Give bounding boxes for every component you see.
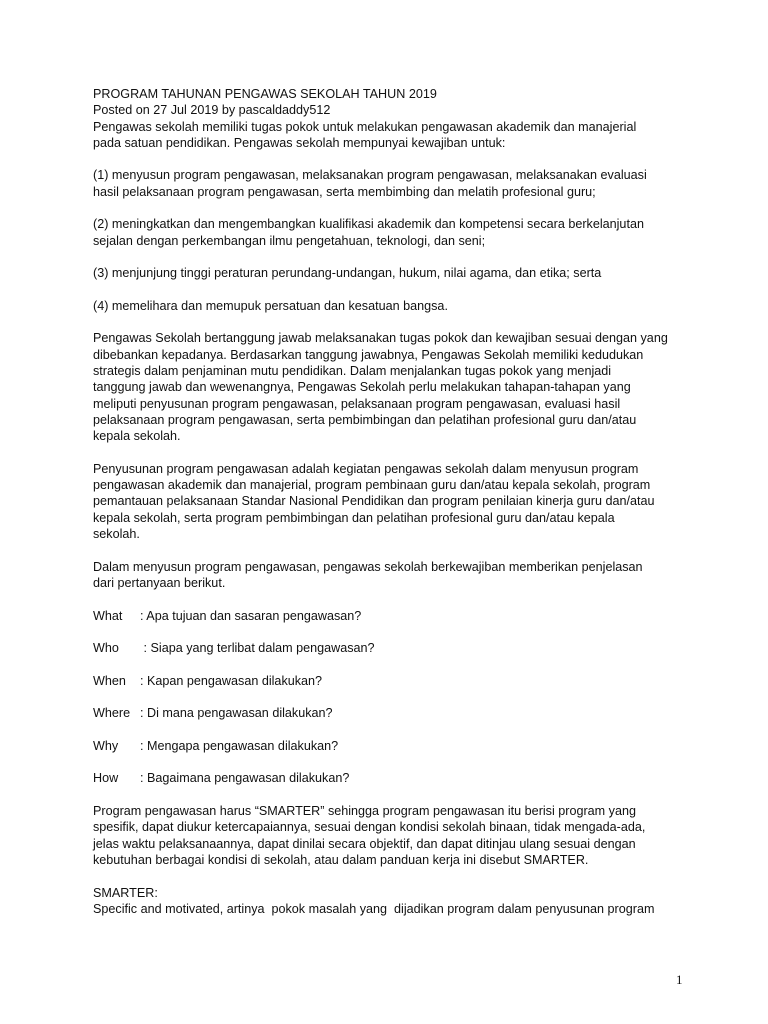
smarter-heading: SMARTER: xyxy=(93,885,158,900)
smarter-first-item: Specific and motivated, artinya pokok masalah yang dijadikan program dalam penyusunan program xyxy=(93,901,655,916)
text-line: pelaksanaan program pengawasan, serta pembimbingan dan pelatihan profesional guru dan/atau xyxy=(93,412,637,427)
text-line: Penyusunan program pengawasan adalah kegiatan pengawas sekolah dalam menyusun program xyxy=(93,461,639,476)
question-key: Why xyxy=(93,738,119,753)
document-title: PROGRAM TAHUNAN PENGAWAS SEKOLAH TAHUN 2019 xyxy=(93,87,437,101)
intro-paragraph xyxy=(93,119,683,152)
question-where xyxy=(93,705,683,721)
question-text: : Kapan pengawasan dilakukan? xyxy=(140,673,323,688)
text-line: dibebankan kepadanya. Berdasarkan tanggung jawabnya, Pengawas Sekolah memiliki kedudukan xyxy=(93,347,644,362)
document-page xyxy=(93,86,683,917)
text-line: Pengawas sekolah memiliki tugas pokok untuk melakukan pengawasan akademik dan manajerial xyxy=(93,119,637,134)
text-line: tanggung jawab dan wewenangnya, Pengawas Sekolah perlu melakukan tahapan-tahapan yang xyxy=(93,380,631,395)
question-what xyxy=(93,608,683,624)
questions-intro-paragraph xyxy=(93,559,683,592)
text-line: jelas waktu pelaksanaannya, dapat dinilai secara objektif, dan dapat ditinjau ulang sesuai dengan xyxy=(93,836,636,851)
text-line: spesifik, dapat diukur ketercapaiannya, sesuai dengan kondisi sekolah binaan, tidak mengada-ada, xyxy=(93,820,646,835)
question-key: What xyxy=(93,608,123,623)
text-line: (4) memelihara dan memupuk persatuan dan kesatuan bangsa. xyxy=(93,298,448,313)
text-line: (1) menyusun program pengawasan, melaksanakan program pengawasan, melaksanakan evaluasi xyxy=(93,168,647,183)
text-line: sejalan dengan perkembangan ilmu pengetahuan, teknologi, dan seni; xyxy=(93,233,486,248)
question-text: : Siapa yang terlibat dalam pengawasan? xyxy=(140,641,375,656)
text-line: dari pertanyaan berikut. xyxy=(93,575,226,590)
obligation-3 xyxy=(93,265,683,281)
text-line: strategis dalam penjaminan mutu pendidikan. Dalam menjalankan tugas pokok yang menjadi xyxy=(93,364,612,379)
text-line: pengawasan akademik dan manajerial, program pembinaan guru dan/atau kepala sekolah, program xyxy=(93,478,651,493)
question-key: When xyxy=(93,673,126,688)
posted-info: Posted on 27 Jul 2019 by pascaldaddy512 xyxy=(93,103,331,118)
text-line: pemantauan pelaksanaan Standar Nasional Pendidikan dan program penilaian kinerja guru dan/atau xyxy=(93,494,655,509)
text-line: kebutuhan berbagai kondisi di sekolah, atau dalam panduan kerja ini disebut SMARTER. xyxy=(93,852,589,867)
text-line: pada satuan pendidikan. Pengawas sekolah mempunyai kewajiban untuk: xyxy=(93,135,506,150)
text-line: kepala sekolah. xyxy=(93,429,181,444)
text-line: hasil pelaksanaan program pengawasan, serta membimbing dan melatih profesional guru; xyxy=(93,184,596,199)
preparation-paragraph xyxy=(93,461,683,542)
question-key: Who xyxy=(93,641,119,656)
text-line: (3) menjunjung tinggi peraturan perundang-undangan, hukum, nilai agama, dan etika; serta xyxy=(93,266,602,281)
obligation-2 xyxy=(93,216,683,249)
obligation-1 xyxy=(93,167,683,200)
question-when xyxy=(93,673,683,689)
text-line: Dalam menyusun program pengawasan, pengawas sekolah berkewajiban memberikan penjelasan xyxy=(93,559,643,574)
smarter-paragraph xyxy=(93,803,683,868)
page-number: 1 xyxy=(676,972,683,987)
question-how xyxy=(93,770,683,786)
text-line: Pengawas Sekolah bertanggung jawab melaksanakan tugas pokok dan kewajiban sesuai dengan yang xyxy=(93,331,668,346)
question-text: : Bagaimana pengawasan dilakukan? xyxy=(140,771,350,786)
text-line: sekolah. xyxy=(93,527,140,542)
question-text: : Di mana pengawasan dilakukan? xyxy=(140,706,333,721)
text-line: Program pengawasan harus “SMARTER” sehingga program pengawasan itu berisi program yang xyxy=(93,804,636,819)
obligation-4 xyxy=(93,298,683,314)
text-line: (2) meningkatkan dan mengembangkan kualifikasi akademik dan kompetensi secara berkelanjutan xyxy=(93,217,644,232)
text-line: kepala sekolah, serta program pembimbingan dan pelatihan profesional guru dan/atau kepala xyxy=(93,510,615,525)
question-who xyxy=(93,640,683,656)
question-text: : Apa tujuan dan sasaran pengawasan? xyxy=(140,608,362,623)
text-line: meliputi penyusunan program pengawasan, pelaksanaan program pengawasan, evaluasi hasil xyxy=(93,396,621,411)
questions-list xyxy=(93,608,683,787)
question-why xyxy=(93,738,683,754)
responsibility-paragraph xyxy=(93,330,683,444)
question-key: How xyxy=(93,771,119,786)
question-key: Where xyxy=(93,706,131,721)
question-text: : Mengapa pengawasan dilakukan? xyxy=(140,738,339,753)
